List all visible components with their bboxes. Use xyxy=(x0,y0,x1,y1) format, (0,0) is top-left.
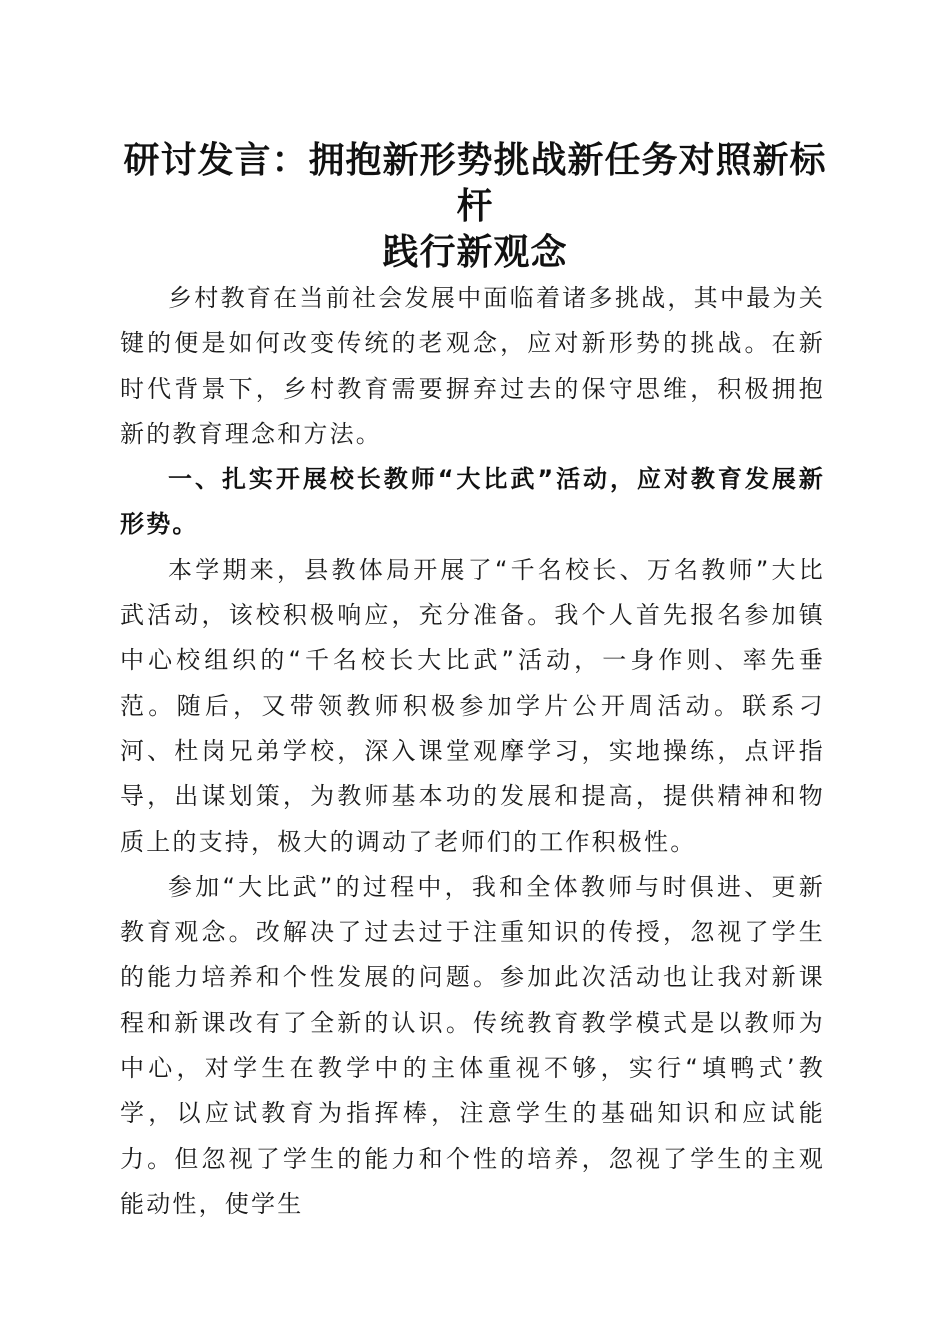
document-title xyxy=(115,137,835,275)
section-heading-1: 一、扎实开展校长教师“大比武”活动，应对教育发展新形势。 xyxy=(120,465,825,539)
body-paragraph-1: 本学期来，县教体局开展了“千名校长、万名教师”大比武活动，该校积极响应，充分准备。我个人首先报名参加镇中心校组织的“千名校长大比武”活动，一身作则、率先垂范。随后，又带领教师积极参加学片公开周活动。联系刁河、杜岗兄弟学校，深入课堂观摩学习，实地操练，点评指导，出谋划策，为教师基本功的发展和提高，提供精神和物质上的支持，极大的调动了老师们的工作积极性。 xyxy=(120,555,825,856)
intro-paragraph: 乡村教育在当前社会发展中面临着诸多挑战，其中最为关键的便是如何改变传统的老观念，应对新形势的挑战。在新时代背景下，乡村教育需要摒弃过去的保守思维，积极拥抱新的教育理念和方法。 xyxy=(120,284,825,448)
body-paragraph-2: 参加“大比武”的过程中，我和全体教师与时俱进、更新教育观念。改解决了过去过于注重知识的传授，忽视了学生的能力培养和个性发展的问题。参加此次活动也让我对新课程和新课改有了全新的认识。传统教育教学模式是以教师为中心，对学生在教学中的主体重视不够，实行“填鸭式’教学，以应试教育为指挥棒，注意学生的基础知识和应试能力。但忽视了学生的能力和个性的培养，忽视了学生的主观能动性，使学生 xyxy=(120,872,825,1218)
document-body xyxy=(120,276,825,1227)
title-line-1: 研讨发言：拥抱新形势挑战新任务对照新标杆 xyxy=(123,139,827,227)
title-line-2: 践行新观念 xyxy=(382,231,568,273)
